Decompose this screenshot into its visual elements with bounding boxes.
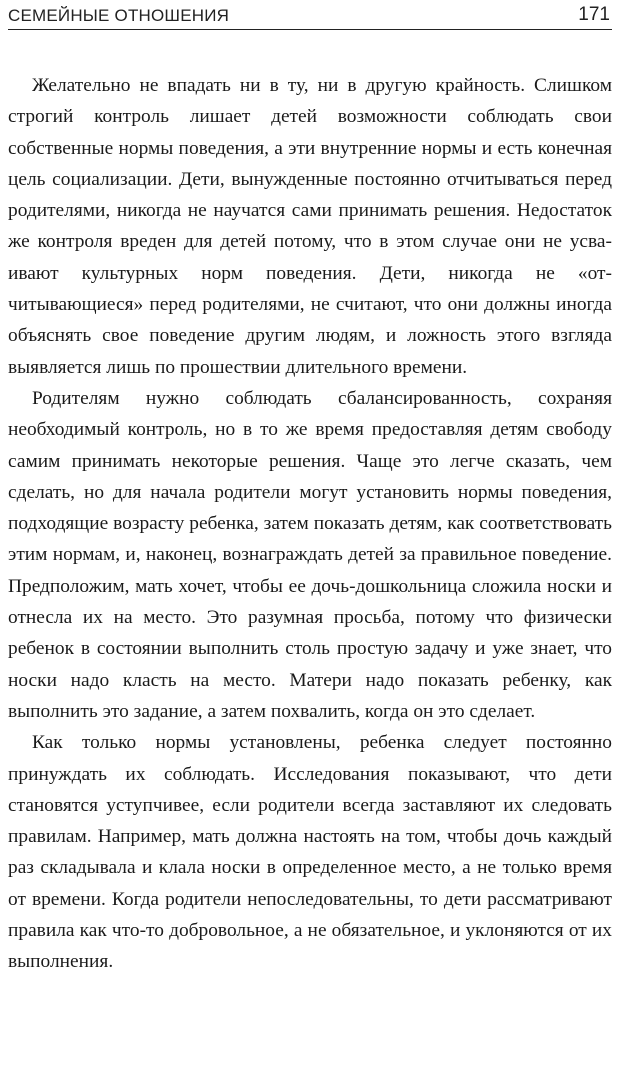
paragraph-2: Родителям нужно соблюдать сбалансированность, сохраняя необходимый контроль, но в то же время предоставляя детям свободу самим принимать некоторые решения. Чаще это легче сказать, чем сделать, но для начала родители могут установить нормы поведения, подходящие возрасту ребенка, затем показать детям, как соответствовать этим нормам, и, наконец, вознаграждать детей за правильное поведение. Предположим, мать хочет, чтобы ее дочь-дошкольница сложила носки и отнесла их на место. Это разумная просьба, потому что физически ребенок в состоянии выполнить столь простую задачу и уже знает, что носки надо класть на место. Матери надо показать ребенку, как выполнить это задание, а затем похвалить, когда он это сделает. bbox=[8, 387, 612, 722]
body-text bbox=[8, 70, 612, 978]
paragraph-1: Желательно не впадать ни в ту, ни в другую крайность. Слишком строгий контроль лишает детей возможности соблюдать свои собственные нормы поведения, а эти внутренние нормы и есть конечная цель социализации. Дети, вынужденные постоянно отчитываться перед родителями, никогда не научатся сами принимать решения. Недостаток же контроля вреден для детей потому, что в этом случае они не усваивают культурных норм поведения. Дети, никогда не «отчитывающиеся» перед родителями, не считают, что они должны иногда объяснять свое поведение другим людям, и ложность этого взгляда выявляется лишь по прошествии длительного времени. bbox=[8, 75, 612, 378]
paragraph-3: Как только нормы установлены, ребенка следует постоянно принуждать их соблюдать. Исследования показывают, что дети становятся уступчивее, если родители всегда заставляют их следовать правилам. Например, мать должна настоять на том, чтобы дочь каждый раз складывала и клала носки в определенное место, а не только время от времени. Когда родители непоследовательны, то дети рассматривают правила как что-то добровольное, а не обязательное, и уклоняются от их выполнения. bbox=[8, 732, 612, 973]
running-header bbox=[8, 2, 612, 30]
page-number: 171 bbox=[578, 4, 610, 25]
section-title: СЕМЕЙНЫЕ ОТНОШЕНИЯ bbox=[8, 6, 230, 25]
